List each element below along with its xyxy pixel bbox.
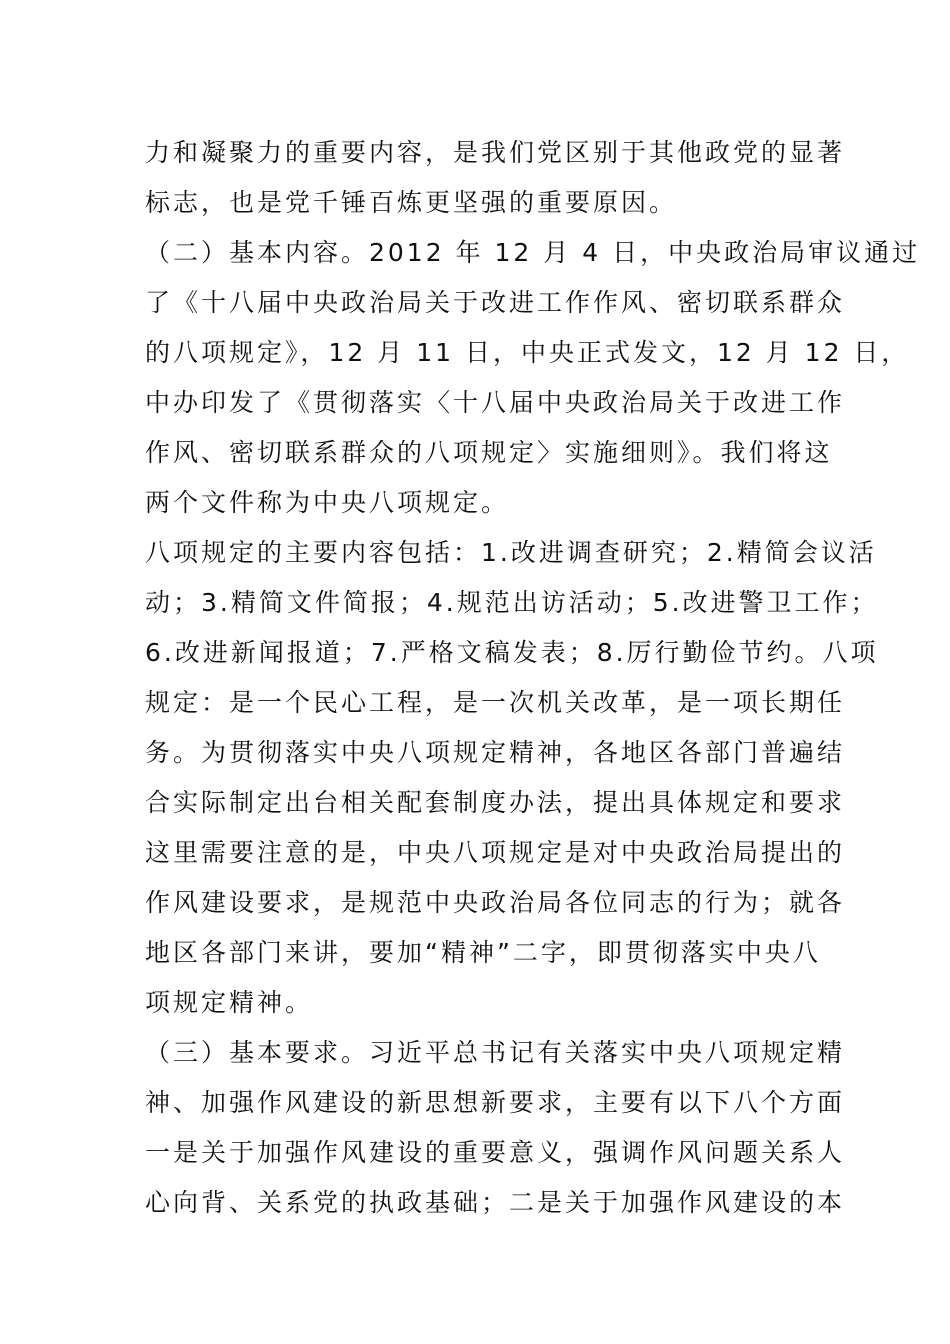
text-line: 标志，也是党千锤百炼更坚强的重要原因。 xyxy=(145,188,678,217)
text-line: 了《十八届中央政治局关于改进工作作风、密切联系群众 xyxy=(145,288,846,317)
text-line: 动；3.精简文件简报；4.规范出访活动；5.改进警卫工作； xyxy=(145,588,879,617)
text-line: 作风、密切联系群众的八项规定〉实施细则》。我们将这 xyxy=(145,438,833,467)
text-line: 八项规定的主要内容包括：1.改进调查研究；2.精简会议活 xyxy=(145,538,877,567)
text-line: 心向背、关系党的执政基础；二是关于加强作风建设的本 xyxy=(145,1188,846,1217)
text-line: （二）基本内容。2012 年 12 月 4 日，中央政治局审议通过 xyxy=(145,238,921,267)
text-line: 务。为贯彻落实中央八项规定精神，各地区各部门普遍结 xyxy=(145,738,846,767)
body-text xyxy=(145,128,921,1228)
text-line: 神、加强作风建设的新思想新要求，主要有以下八个方面 xyxy=(145,1088,846,1117)
text-line: （三）基本要求。习近平总书记有关落实中央八项规定精 xyxy=(145,1038,846,1067)
text-line: 合实际制定出台相关配套制度办法，提出具体规定和要求 xyxy=(145,788,846,817)
text-line: 这里需要注意的是，中央八项规定是对中央政治局提出的 xyxy=(145,838,846,867)
text-line: 中办印发了《贯彻落实〈十八届中央政治局关于改进工作 xyxy=(145,388,846,417)
text-line: 的八项规定》，12 月 11 日，中央正式发文，12 月 12 日， xyxy=(145,338,910,367)
text-line: 作风建设要求，是规范中央政治局各位同志的行为；就各 xyxy=(145,888,846,917)
text-line: 项规定精神。 xyxy=(145,988,314,1017)
text-line: 两个文件称为中央八项规定。 xyxy=(145,488,510,517)
text-line: 力和凝聚力的重要内容，是我们党区别于其他政党的显著 xyxy=(145,138,846,167)
text-line: 规定：是一个民心工程，是一次机关改革，是一项长期任 xyxy=(145,688,846,717)
text-line: 6.改进新闻报道；7.严格文稿发表；8.厉行勤俭节约。八项 xyxy=(145,638,879,667)
text-line: 一是关于加强作风建设的重要意义，强调作风问题关系人 xyxy=(145,1138,846,1167)
text-line: 地区各部门来讲，要加“精神”二字，即贯彻落实中央八 xyxy=(145,938,821,967)
